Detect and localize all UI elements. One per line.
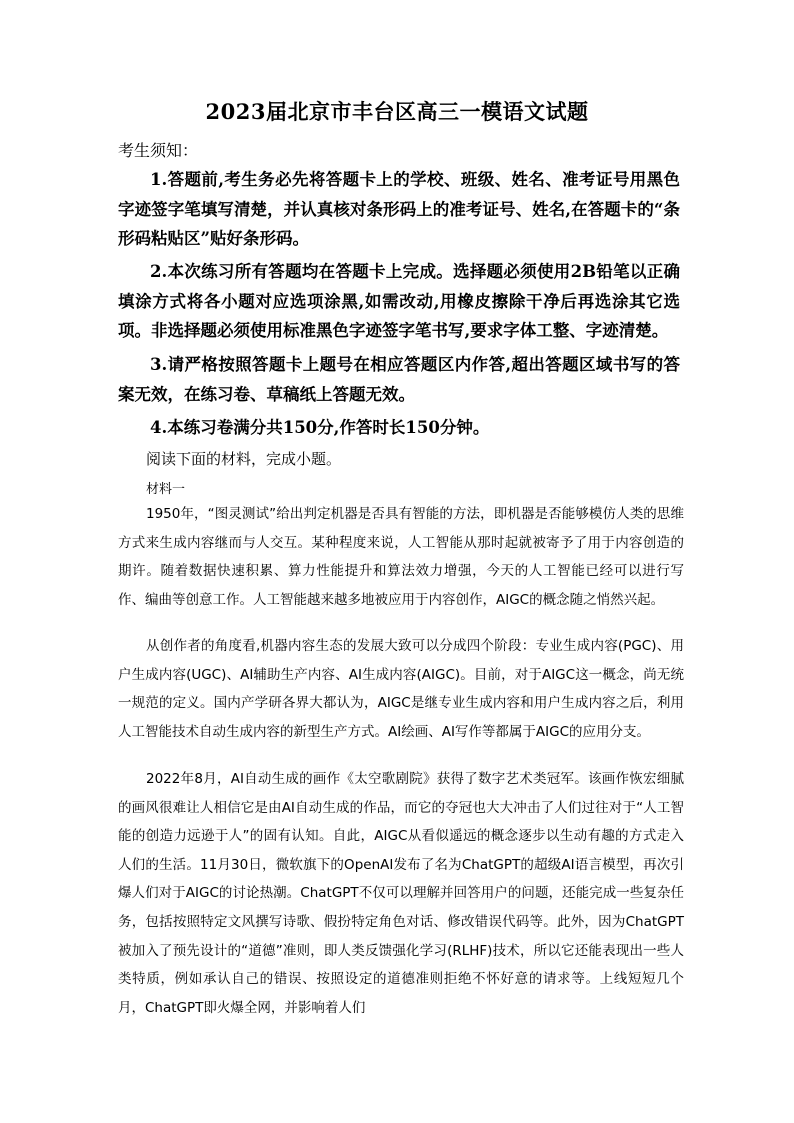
material-paragraph: 1950年，“图灵测试”给出判定机器是否具有智能的方法，即机器是否能够模仿人类的思维方式来生成内容继而与人交互。某种程度来说，人工智能从那时起就被寄予了用于内容创造的期许。随着数据快速积累、算力性能提升和算法效力增强，今天的人工智能已经可以进行写作、编曲等创意工作。人工智能越来越多地被应用于内容创作，AIGC的概念随之悄然兴起。 [118, 506, 684, 608]
material-paragraph: 2022年8月，AI自动生成的画作《太空歌剧院》获得了数字艺术类冠军。该画作恢宏细腻的画风很难让人相信它是由AI自动生成的作品，而它的夺冠也大大冲击了人们过往对于“人工智能的创造力远逊于人”的固有认知。自此，AIGC从看似遥远的概念逐步以生动有趣的方式走入人们的生活。11月30日，微软旗下的OpenAI发布了名为ChatGPT的超级AI语言模型，再次引爆人们对于AIGC的讨论热潮。ChatGPT不仅可以理解并回答用户的问题，还能完成一些复杂任务，包括按照特定文风撰写诗歌、假扮特定角色对话、修改错误代码等。此外，因为ChatGPT被加入了预先设计的“道德”准则，即人类反馈强化学习(RLHF)技术，所以它还能表现出一些人类特质，例如承认自己的错误、按照设定的道德准则拒绝不怀好意的请求等。上线短短几个月，ChatGPT即火爆全网，并影响着人们 [118, 771, 684, 1016]
page-title: 2023届北京市丰台区高三一模语文试题 [205, 99, 589, 124]
material-label: 材料一 [146, 482, 186, 497]
notice-item: 1.答题前,考生务必先将答题卡上的学校、班级、姓名、准考证号用黑色字迹签字笔填写清楚，并认真核对条形码上的准考证号、姓名,在答题卡的“条形码粘贴区”贴好条形码。 [118, 170, 680, 248]
reading-instruction: 阅读下面的材料，完成小题。 [146, 450, 342, 468]
notice-item: 2.本次练习所有答题均在答题卡上完成。选择题必须使用2B铅笔以正确填涂方式将各小题对应选项涂黑,如需改动,用橡皮擦除干净后再选涂其它选项。非选择题必须使用标准黑色字迹签字笔书写,要求字体工整、字迹清楚。 [118, 262, 680, 340]
material-paragraph: 从创作者的角度看,机器内容生态的发展大致可以分成四个阶段：专业生成内容(PGC)、用户生成内容(UGC)、AI辅助生产内容、AI生成内容(AIGC)。目前，对于AIGC这一概念，尚无统一规范的定义。国内产学研各界大都认为，AIGC是继专业生成内容和用户生成内容之后，利用人工智能技术自动生成内容的新型生产方式。AI绘画、AI写作等都属于AIGC的应用分支。 [118, 638, 684, 740]
notice-heading: 考生须知： [118, 141, 199, 160]
notice-item: 3.请严格按照答题卡上题号在相应答题区内作答,超出答题区域书写的答案无效，在练习卷、草稿纸上答题无效。 [118, 355, 680, 404]
notice-item: 4.本练习卷满分共150分,作答时长150分钟。 [150, 418, 490, 437]
